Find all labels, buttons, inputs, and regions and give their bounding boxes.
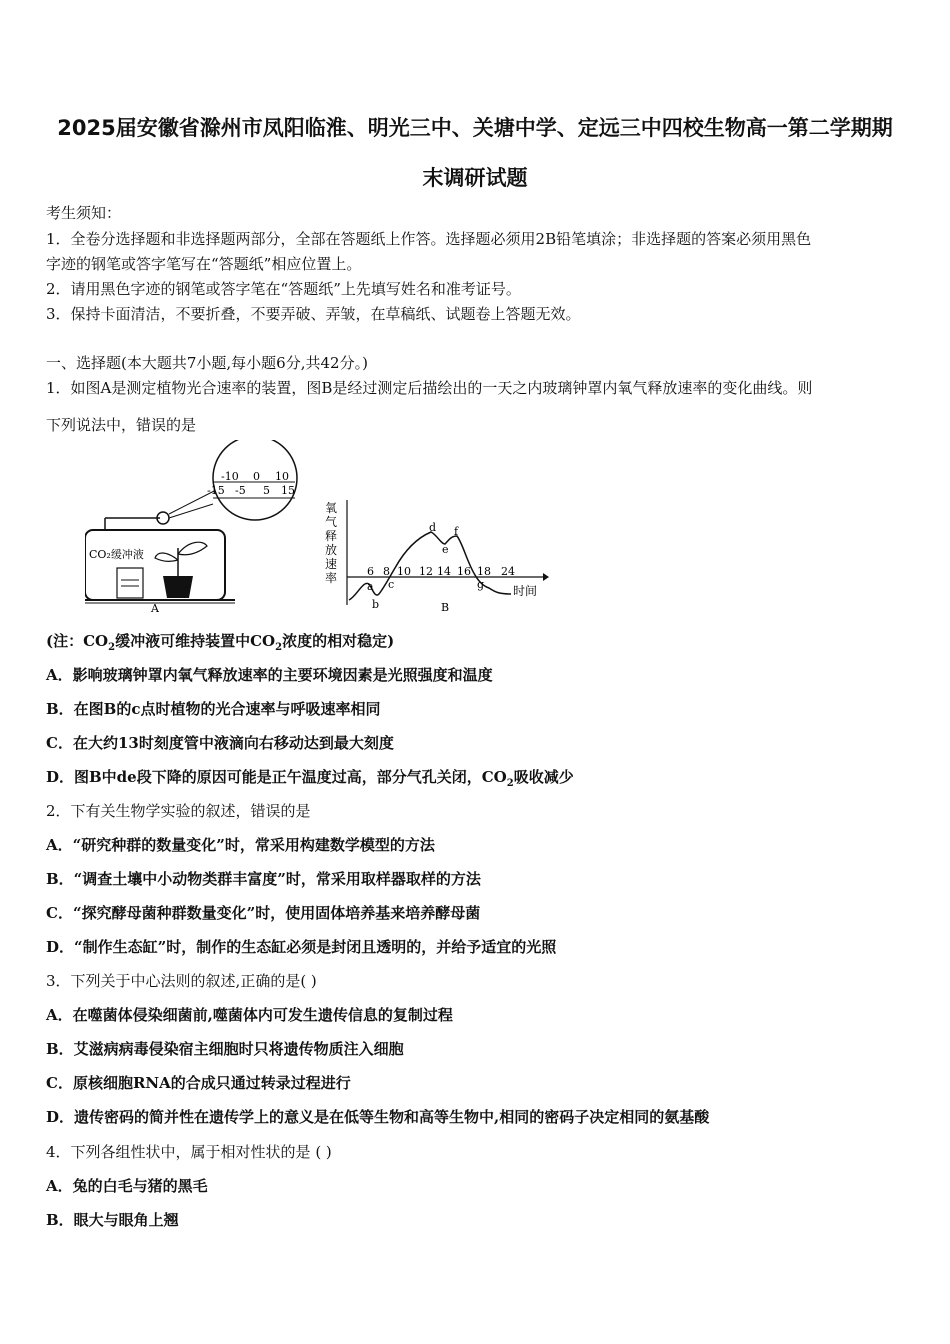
x-tick: 6 xyxy=(367,565,374,578)
figure-a-label: A xyxy=(151,602,159,615)
q1-stem-line-2: 下列说法中，错误的是 xyxy=(46,416,197,434)
q4-stem: 4．下列各组性状中，属于相对性状的是 ( ) xyxy=(46,1143,332,1161)
y-axis-label: 速 xyxy=(325,557,338,571)
curve-figure-b xyxy=(325,500,549,614)
q4-option-a: A．兔的白毛与猪的黑毛 xyxy=(46,1177,208,1195)
q3-stem: 3．下列关于中心法则的叙述,正确的是( ) xyxy=(46,972,317,990)
point-label: d xyxy=(429,521,437,534)
y-axis-label: 释 xyxy=(325,529,338,543)
scale-label: -5 xyxy=(235,484,246,497)
scale-label: -15 xyxy=(207,484,225,497)
notice-item-2: 2．请用黑色字迹的钢笔或答字笔在“答题纸”上先填写姓名和准考证号。 xyxy=(46,280,521,298)
point-label: c xyxy=(388,578,395,591)
section-heading: 一、选择题(本大题共7小题,每小题6分,共42分。) xyxy=(46,354,368,372)
q1-stem-line-1: 1．如图A是测定植物光合速率的装置，图B是经过测定后描绘出的一天之内玻璃钟罩内氧气释放速率的变化曲线。则 xyxy=(46,379,813,397)
bell-jar xyxy=(85,530,225,600)
notice-item-1: 1．全卷分选择题和非选择题两部分，全部在答题纸上作答。选择题必须用2B铅笔填涂；非选择题的答案必须用黑色 xyxy=(46,230,812,248)
q1-option-c: C．在大约13时刻度管中液滴向右移动达到最大刻度 xyxy=(46,734,394,752)
y-axis-label: 气 xyxy=(325,515,338,529)
y-axis-label: 氧 xyxy=(325,501,338,515)
buffer-label: CO₂缓冲液 xyxy=(89,548,144,561)
point-label: e xyxy=(442,543,449,556)
q4-option-b: B．眼大与眼角上翘 xyxy=(46,1211,179,1229)
point-label: b xyxy=(372,598,380,611)
pot-icon xyxy=(163,576,193,598)
point-label: a xyxy=(367,580,374,593)
apparatus-figure-a xyxy=(85,440,297,615)
q3-option-b: B．艾滋病病毒侵染宿主细胞时只将遗传物质注入细胞 xyxy=(46,1040,404,1058)
exam-title-line-1: 2025届安徽省滁州市凤阳临淮、明光三中、关塘中学、定远三中四校生物高一第二学期期 xyxy=(57,116,893,140)
point-label: g xyxy=(477,578,485,591)
q1-option-a: A．影响玻璃钟罩内氧气释放速率的主要环境因素是光照强度和温度 xyxy=(46,666,493,684)
q1-option-b: B．在图B的c点时植物的光合速率与呼吸速率相同 xyxy=(46,700,381,718)
scale-label: 0 xyxy=(253,470,260,483)
x-tick: 18 xyxy=(477,565,491,578)
x-tick: 14 xyxy=(437,565,451,578)
scale-label: 5 xyxy=(263,484,270,497)
leaf-icon xyxy=(155,553,178,561)
scale-label: 15 xyxy=(281,484,295,497)
y-axis-label: 放 xyxy=(325,543,338,557)
figure-b-label: B xyxy=(441,601,450,614)
x-tick: 10 xyxy=(397,565,411,578)
notice-item-3: 3．保持卡面清洁，不要折叠，不要弄破、弄皱，在草稿纸、试题卷上答题无效。 xyxy=(46,305,581,323)
x-tick: 16 xyxy=(457,565,471,578)
q2-option-c: C．“探究酵母菌种群数量变化”时，使用固体培养基来培养酵母菌 xyxy=(46,904,481,922)
x-axis-label: 时间 xyxy=(513,584,538,598)
notice-item-1-cont: 字迹的钢笔或答字笔写在“答题纸”相应位置上。 xyxy=(46,255,362,273)
scale-label: 10 xyxy=(275,470,289,483)
q2-stem: 2．下有关生物学实验的叙述，错误的是 xyxy=(46,802,311,820)
q1-option-d: D．图B中de段下降的原因可能是正午温度过高，部分气孔关闭，$CO_2$吸收减少 xyxy=(46,768,574,789)
scale-label: -10 xyxy=(221,470,239,483)
q1-figure xyxy=(85,440,555,618)
x-tick: 12 xyxy=(419,565,433,578)
q2-option-b: B．“调查土壤中小动物类群丰富度”时，常采用取样器取样的方法 xyxy=(46,870,481,888)
x-tick: 24 xyxy=(501,565,515,578)
point-label: f xyxy=(454,525,459,538)
q1-note: (注：$CO_2$缓冲液可维持装置中$CO_2$浓度的相对稳定) xyxy=(46,632,395,653)
q3-option-a: A．在噬菌体侵染细菌前,噬菌体内可发生遗传信息的复制过程 xyxy=(46,1006,453,1024)
q3-option-c: C．原核细胞RNA的合成只通过转录过程进行 xyxy=(46,1074,351,1092)
leaf-icon xyxy=(178,542,207,555)
x-tick: 8 xyxy=(383,565,390,578)
beaker-icon xyxy=(117,568,143,598)
notice-heading: 考生须知： xyxy=(46,204,122,222)
q2-option-a: A．“研究种群的数量变化”时，常采用构建数学模型的方法 xyxy=(46,836,435,854)
q3-option-d: D．遗传密码的简并性在遗传学上的意义是在低等生物和高等生物中,相同的密码子决定相同的氨基酸 xyxy=(46,1108,710,1126)
y-axis-label: 率 xyxy=(325,571,338,585)
q2-option-d: D．“制作生态缸”时，制作的生态缸必须是封闭且透明的，并给予适宜的光照 xyxy=(46,938,557,956)
exam-title-line-2: 末调研试题 xyxy=(422,166,528,190)
